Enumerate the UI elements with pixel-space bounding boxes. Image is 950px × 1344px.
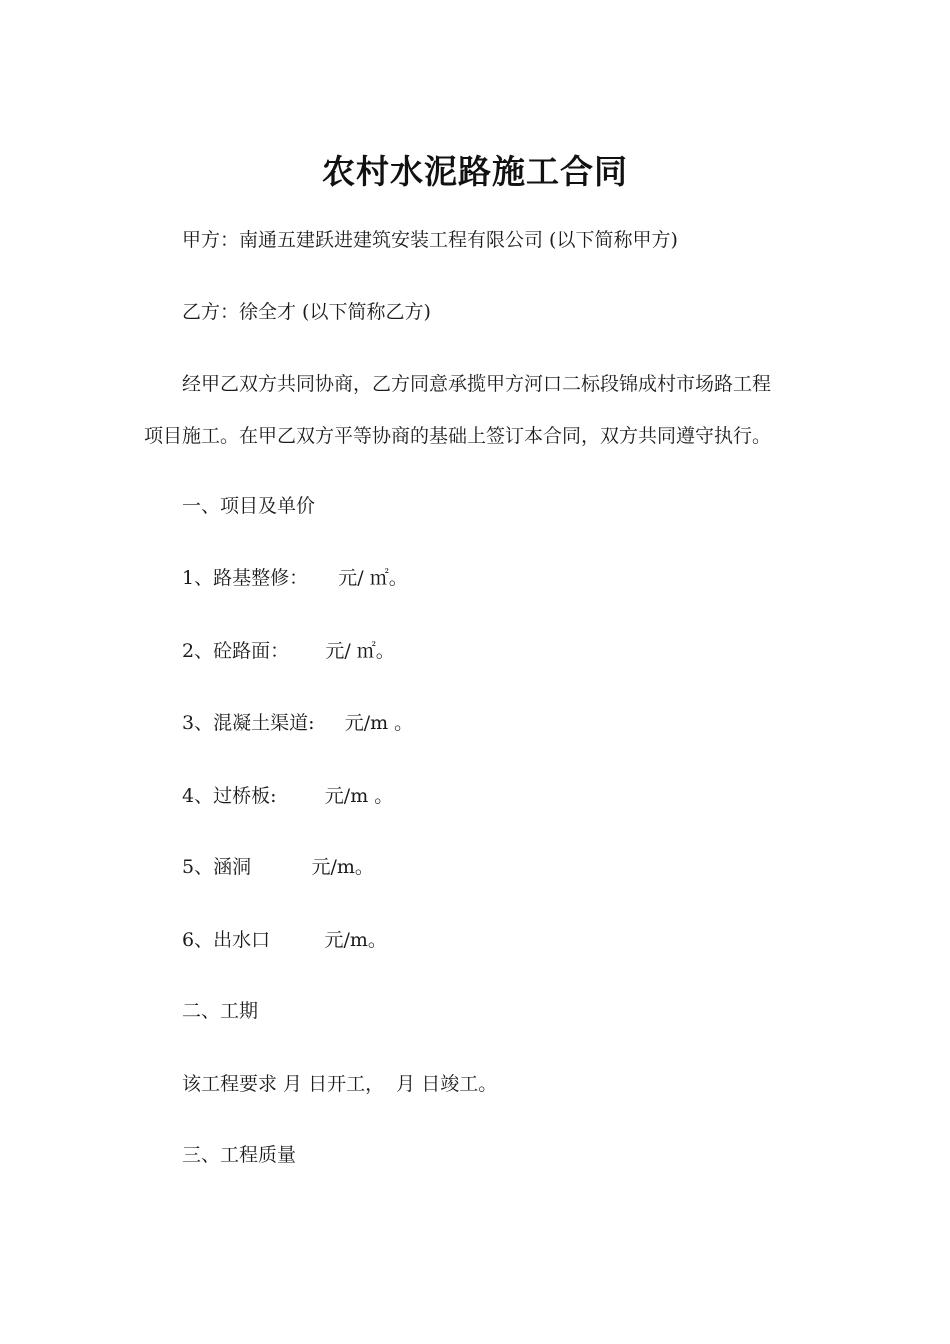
price-item: 4、过桥板: 元/m 。 [182,785,394,807]
party-a-line: 甲方：南通五建跃进建筑安装工程有限公司 (以下简称甲方) [182,229,678,251]
document-title: 农村水泥路施工合同 [322,152,628,191]
price-item: 3、混凝土渠道: 元/m 。 [182,712,414,734]
party-b-line: 乙方：徐全才 (以下简称乙方) [182,301,431,323]
intro-paragraph-line-2: 项目施工。在甲乙双方平等协商的基础上签订本合同，双方共同遵守执行。 [144,425,772,447]
price-item: 5、涵洞 元/m。 [182,856,374,878]
price-item: 1、路基整修： 元/ ㎡。 [182,567,408,589]
price-item: 6、出水口 元/m。 [182,929,387,951]
price-item: 2、砼路面： 元/ ㎡。 [182,640,395,662]
section-heading-quality: 三、工程质量 [182,1144,297,1166]
section-heading-schedule: 二、工期 [182,1000,259,1022]
section-heading-items: 一、项目及单价 [182,495,316,517]
schedule-text: 该工程要求 月 日开工， 月 日竣工。 [182,1073,498,1095]
intro-paragraph-line-1: 经甲乙双方共同协商，乙方同意承揽甲方河口二标段锦成村市场路工程 [182,373,772,395]
